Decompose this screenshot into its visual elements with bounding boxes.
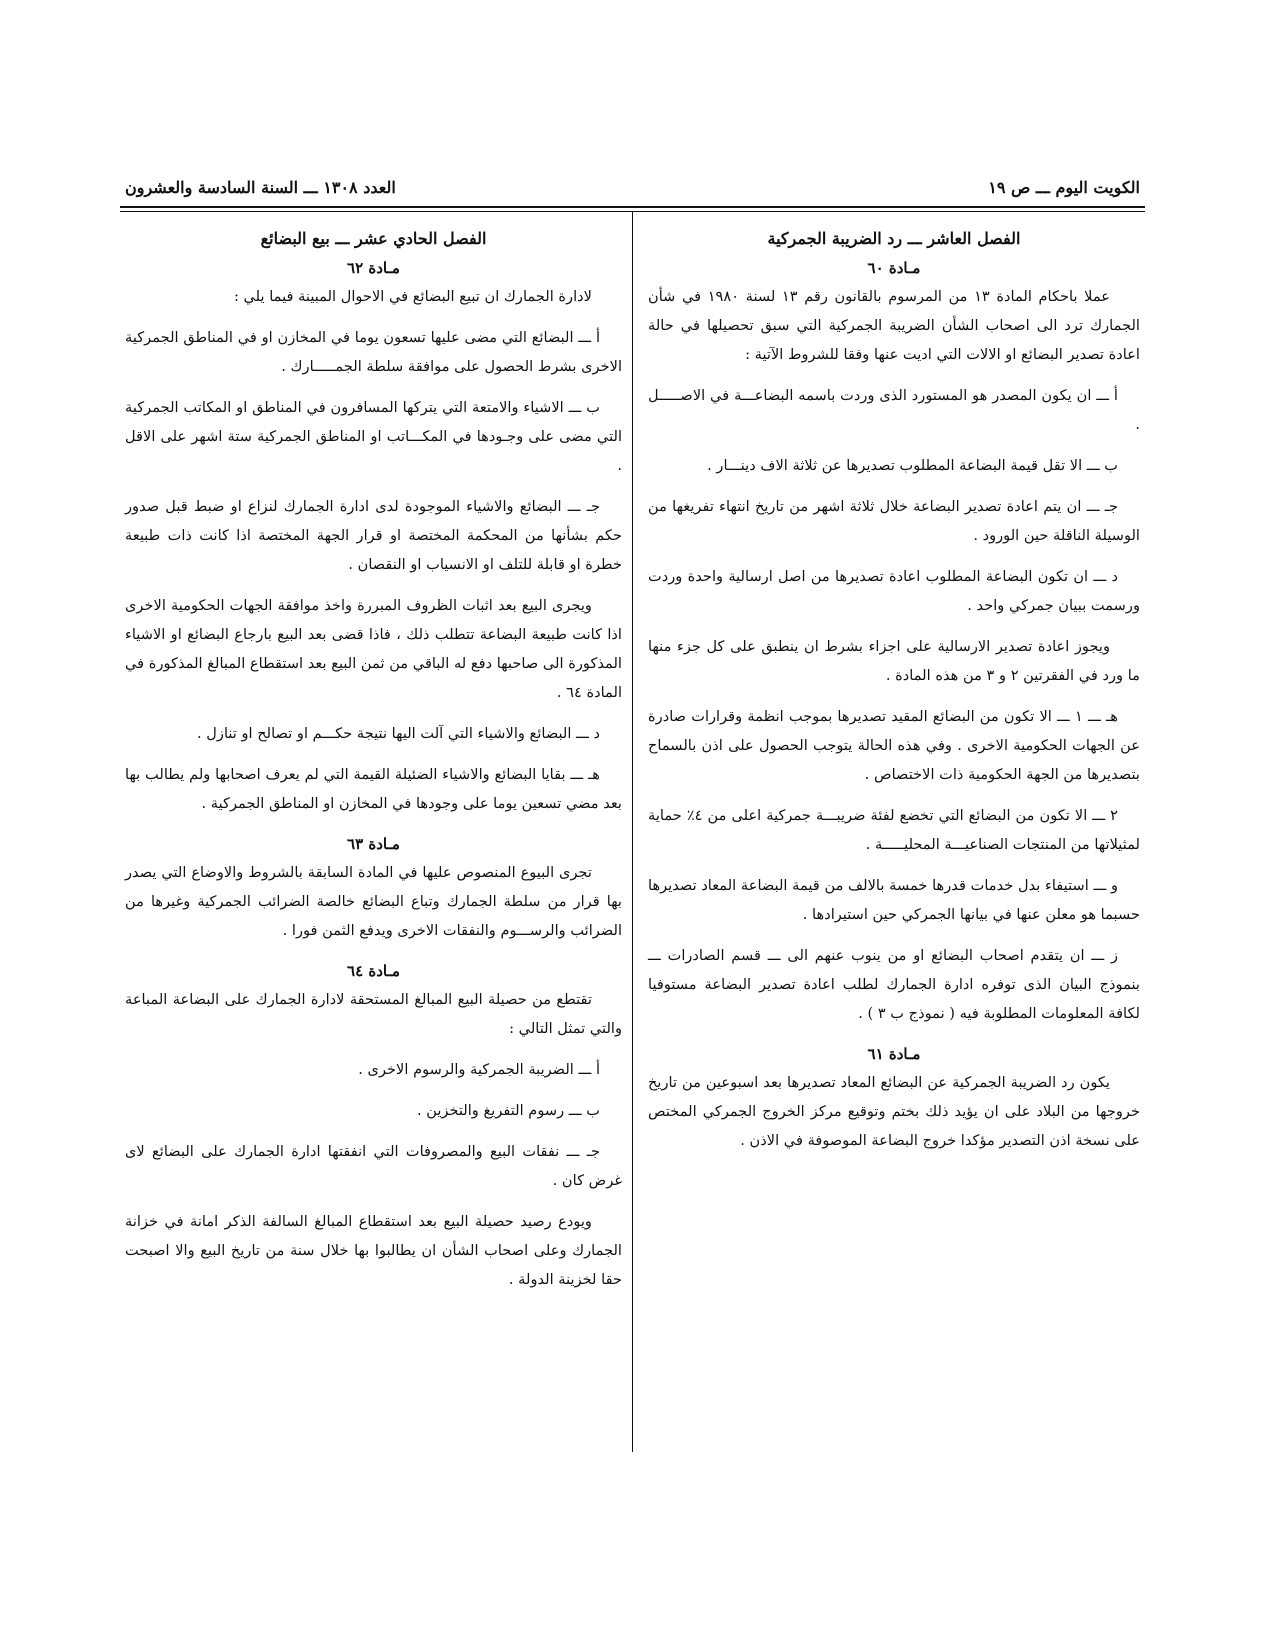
list-item: ب ـــ رسوم التفريغ والتخزين . [416, 1102, 600, 1119]
list-item: جـ ـــ البضائع والاشياء الموجودة لدى ادارة الجمارك لنزاع او ضبط قبل صدور حكم بشأنها من المحكمة المختصة او قرار الجهة المختصة اذا كانت ذات طبيعة خطرة او قابلة للتلف او الانسياب او النقصان . [125, 498, 622, 573]
chapter-title: الفصل العاشر ـــ رد الضريبة الجمركية [767, 229, 1021, 248]
chapter-title: الفصل الحادي عشر ـــ بيع البضائع [260, 229, 487, 248]
article-title: مـادة ٦٣ [347, 835, 400, 853]
paragraph: لادارة الجمارك ان تبيع البضائع في الاحوال المبينة فيما يلي : [233, 288, 592, 305]
page-header [125, 178, 1140, 197]
article-title: مـادة ٦٤ [347, 962, 400, 980]
list-item: هـ ـــ بقايا البضائع والاشياء الضئيلة القيمة التي لم يعرف اصحابها ولم يطالب بها بعد مضي تسعين يوما على وجودها في المخازن او المناطق الجمركية . [125, 766, 622, 812]
list-item: هـ ـــ ١ ـــ الا تكون من البضائع المقيد تصديرها بموجب انظمة وقرارات صادرة عن الجهات الحكومية الاخرى . وفي هذه الحالة يتوجب الحصول على اذن بالسماح بتصديرها من الجهة الحكومية ذات الاختصاص . [648, 708, 1140, 783]
right-column [648, 224, 1140, 1167]
column-divider [632, 212, 633, 1452]
paragraph: تجرى البيوع المنصوص عليها في المادة السابقة بالشروط والاوضاع التي يصدر بها قرار من سلطة الجمارك وتباع البضائع خالصة الضرائب الجمركية وغيرها من الضرائب والرســـوم والنفقات الاخرى ويدفع الثمن فورا . [125, 864, 622, 939]
list-item: ب ـــ الاشياء والامتعة التي يتركها المسافرون في المناطق او المكاتب الجمركية التي مضى على وجـودها في المكـــاتب او المناطق الجمركية ستة اشهر على الاقل . [125, 399, 622, 474]
list-item: ب ـــ الا تقل قيمة البضاعة المطلوب تصديرها عن ثلاثة الاف دينـــار . [707, 457, 1118, 474]
list-item: أ ـــ البضائع التي مضى عليها تسعون يوما في المخازن او في المناطق الجمركية الاخرى بشرط الحصول على موافقة سلطة الجمـــــارك . [125, 329, 622, 375]
list-item: جـ ـــ ان يتم اعادة تصدير البضاعة خلال ثلاثة اشهر من تاريخ انتهاء تفريغها من الوسيلة الناقلة حين الورود . [648, 498, 1140, 544]
article-title: مـادة ٦٠ [867, 259, 921, 277]
paragraph: ويجرى البيع بعد اثبات الظروف المبررة واخذ موافقة الجهات الحكومية الاخرى اذا كانت طبيعة البضاعة تتطلب ذلك ، فاذا قضى بعد البيع بارجاع البضائع او الاشياء المذكورة الى صاحبها دفع له الباقي من ثمن البيع بعد استقطاع المبالغ المذكورة في المادة ٦٤ . [125, 597, 622, 701]
paragraph: يكون رد الضريبة الجمركية عن البضائع المعاد تصديرها بعد اسبوعين من تاريخ خروجها من البلاد على ان يؤيد ذلك بختم وتوقيع مركز الخروج الجمركي المختص على نسخة اذن التصدير مؤكدا خروج البضاعة الموصوفة في الاذن . [648, 1074, 1140, 1149]
paragraph: ويودع رصيد حصيلة البيع بعد استقطاع المبالغ السالفة الذكر امانة في خزانة الجمارك وعلى اصحاب الشأن ان يطالبوا بها خلال سنة من تاريخ البيع والا اصبحت حقا لخزينة الدولة . [125, 1213, 622, 1288]
list-item: د ـــ البضائع والاشياء التي آلت اليها نتيجة حكـــم او تصالح او تنازل . [197, 725, 600, 742]
header-issue-number: العدد ١٣٠٨ ـــ السنة السادسة والعشرون [125, 178, 396, 197]
list-item: أ ـــ ان يكون المصدر هو المستورد الذى وردت باسمه البضاعـــة في الاصـــــل . [648, 387, 1140, 433]
list-item: د ـــ ان تكون البضاعة المطلوب اعادة تصديرها من اصل ارسالية واحدة وردت ورسمت ببيان جمركي واحد . [648, 568, 1140, 614]
paragraph: تقتطع من حصيلة البيع المبالغ المستحقة لادارة الجمارك على البضاعة المباعة والتي تمثل التالي : [125, 991, 622, 1037]
list-item: جـ ـــ نفقات البيع والمصروفات التي انفقتها ادارة الجمارك على البضائع لاى غرض كان . [125, 1143, 622, 1189]
header-rule [120, 206, 1145, 208]
paragraph: ويجوز اعادة تصدير الارسالية على اجزاء بشرط ان ينطبق على كل جزء منها ما ورد في الفقرتين ٢ و ٣ من هذه المادة . [648, 638, 1140, 684]
list-item: ز ـــ ان يتقدم اصحاب البضائع او من ينوب عنهم الى ـــ قسم الصادرات ـــ بنموذج البيان الذى توفره ادارة الجمارك لطلب اعادة تصدير البضاعة مستوفيا لكافة المعلومات المطلوبة فيه ( نموذج ب ٣ ) . [648, 947, 1140, 1022]
list-item: و ـــ استيفاء بدل خدمات قدرها خمسة بالالف من قيمة البضاعة المعاد تصديرها حسبما هو معلن عنها في بيانها الجمركي حين استيرادها . [648, 877, 1140, 923]
left-column [125, 224, 622, 1306]
article-title: مـادة ٦٢ [347, 259, 400, 277]
header-issue-page: الكويت اليوم ـــ ص ١٩ [988, 178, 1140, 197]
list-item: أ ـــ الضريبة الجمركية والرسوم الاخرى . [358, 1061, 600, 1078]
paragraph: عملا باحكام المادة ١٣ من المرسوم بالقانون رقم ١٣ لسنة ١٩٨٠ في شأن الجمارك ترد الى اصحاب الشأن الضريبة الجمركية التي سبق تحصيلها في حالة اعادة تصدير البضائع او الالات التي اديت عنها وفقا للشروط الآتية : [648, 288, 1140, 363]
list-item: ٢ ـــ الا تكون من البضائع التي تخضع لفئة ضريبـــة جمركية اعلى من ٤٪ حماية لمثيلاتها من المنتجات الصناعيـــة المحليـــــة . [648, 807, 1140, 853]
article-title: مـادة ٦١ [867, 1045, 921, 1063]
